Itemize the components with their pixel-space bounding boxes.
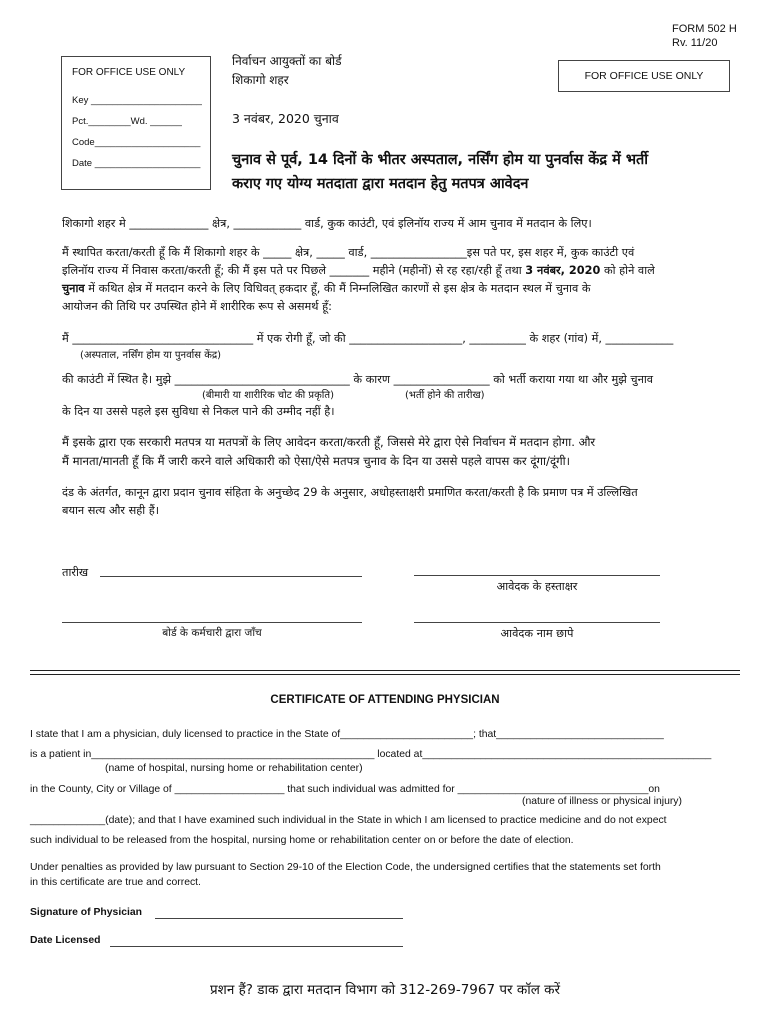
cert-penalty-line2: in this certificate are true and correct.	[30, 877, 201, 888]
applicant-name-label: आवेदक नाम छापे	[500, 627, 574, 640]
date-label: तारीख	[62, 566, 89, 579]
board-line2: शिकागो शहर	[232, 73, 289, 87]
date-line[interactable]	[100, 576, 362, 577]
cert-penalty	[30, 860, 661, 890]
office-code-field[interactable]: Code____________________	[72, 137, 201, 148]
ballot-application	[62, 433, 595, 471]
heading-line1: चुनाव से पूर्व, 14 दिनों के भीतर अस्पताल, नर्सिंग होम या पुनर्वास केंद्र में भर्ती	[232, 152, 649, 168]
ballot-line2: मैं मानता/मानती हूँ कि मैं जारी करने वाले अधिकारी को ऐसा/ऐसे मतपत्र चुनाव के दिन या उससे पहले वापस कर दूंगा/दूंगी।	[62, 454, 571, 468]
office-key-field[interactable]: Key _____________________	[72, 95, 202, 106]
footer-help-line: प्रशन हैं? डाक द्वारा मतदान विभाग को 312-269-7967 पर कॉल करें	[209, 982, 561, 998]
physician-signature-label: Signature of Physician	[30, 907, 143, 918]
certificate-title: CERTIFICATE OF ATTENDING PHYSICIAN	[270, 694, 500, 706]
cert-penalty-line1: Under penalties as provided by law pursuant to Section 29-10 of the Election Code, the undersigned certifies that the statements set forth	[30, 862, 661, 873]
residence-line3	[62, 280, 655, 298]
patient-statement-line1: मैं ________________________________ में एक रोगी हूँ, जो की ____________________, __________ के शहर (गांव) में, ____________	[62, 332, 674, 345]
applicant-signature-line[interactable]	[414, 575, 660, 576]
residence-line3-a: चुनाव	[62, 282, 85, 295]
cert-line3: in the County, City or Village of ___________________ that such individual was admitted for _________________________________on	[30, 784, 660, 795]
board-name	[232, 52, 342, 90]
form-code: FORM 502 H	[672, 23, 737, 35]
applicant-name-line[interactable]	[414, 622, 660, 623]
patient-caption-admit-date: (भर्ती होने की तारीख)	[405, 390, 485, 401]
office-use-box-right	[558, 60, 730, 92]
residence-line1: मैं स्थापित करता/करती हूँ कि मैं शिकागो शहर के _____ क्षेत्र, _____ वार्ड, _________________इस पते पर, इस शहर में, कुक काउंटी एवं	[62, 246, 635, 259]
residence-statement	[62, 244, 655, 316]
residence-line2	[62, 262, 655, 280]
election-date: 3 नवंबर, 2020 चुनाव	[232, 111, 339, 126]
residence-line3-b: में कथित क्षेत्र में मतदान करने के लिए विधिवत् हकदार हूँ, की मैं निम्नलिखित कारणों से इस क्षेत्र के मतदान स्थल में चुनाव के	[84, 282, 591, 295]
office-use-box-left	[61, 56, 211, 190]
form-revision: Rv. 11/20	[672, 37, 718, 49]
board-line1: निर्वाचन आयुक्तों का बोर्ड	[232, 54, 342, 68]
residence-line2-date: 3 नवंबर, 2020	[525, 264, 601, 277]
residence-line4: आयोजन की तिथि पर उपस्थित होने में शारीरिक रूप से असमर्थ हूँ:	[62, 300, 332, 313]
cert-line4: _____________(date); and that I have examined such individual in the State in which I am licensed to practice medicine and do not expect	[30, 815, 667, 826]
date-licensed-label: Date Licensed	[30, 935, 101, 946]
cert-caption-illness: (nature of illness or physical injury)	[522, 796, 682, 807]
ballot-line1: मैं इसके द्वारा एक सरकारी मतपत्र या मतपत्रों के लिए आवेदन करता/करती हूँ, जिससे मेरे द्वारा ऐसे निर्वाचन में मतदान होगा. और	[62, 435, 596, 449]
penalty-line2: बयान सत्य और सही हैं।	[62, 504, 160, 517]
office-box-right-title: FOR OFFICE USE ONLY	[584, 70, 704, 82]
cert-line1: I state that I am a physician, duly licensed to practice in the State of_______________________; that_____________________________	[30, 729, 664, 740]
penalty-line1: दंड के अंतर्गत, कानून द्वारा प्रदान चुनाव संहिता के अनुच्छेद 29 के अनुसार, अधोहस्ताक्षरी प्रमाणित करता/करती है कि प्रमाण पत्र में उल्लिखित	[62, 486, 638, 499]
applicant-signature-label: आवेदक के हस्ताक्षर	[496, 580, 578, 593]
form-id	[672, 22, 737, 50]
office-box-title: FOR OFFICE USE ONLY	[72, 67, 186, 78]
penalty-statement-hindi	[62, 484, 638, 520]
heading-line2: कराए गए योग्य मतदाता द्वारा मतदान हेतु मतपत्र आवेदन	[232, 176, 529, 192]
form-heading	[232, 148, 648, 196]
residence-line2-a: इलिनॉय राज्य में निवास करता/करती हूँ; की मैं इस पते पर पिछले _______ महीने (महीनों) से रह रहा/रही हूँ तथा	[62, 264, 526, 277]
section-divider	[30, 670, 740, 675]
board-check-label: बोर्ड के कर्मचारी द्वारा जाँच	[162, 627, 262, 639]
precinct-statement: शिकागो शहर मे ______________ क्षेत्र, ____________ वार्ड, कुक काउंटी, एवं इलिनॉय राज्य में आम चुनाव में मतदान के लिए।	[62, 217, 592, 230]
patient-caption-illness: (बीमारी या शारीरिक चोट की प्रकृति)	[202, 390, 334, 401]
patient-statement-line3: के दिन या उससे पहले इस सुविधा से निकल पाने की उम्मीद नहीं है।	[62, 405, 335, 418]
cert-caption-facility: (name of hospital, nursing home or rehabilitation center)	[105, 763, 363, 774]
cert-line2: is a patient in_________________________________________________ located at__________________________________________________	[30, 749, 712, 760]
patient-caption-facility: (अस्पताल, नर्सिंग होम या पुनर्वास केंद्र)	[80, 350, 222, 361]
office-pct-wd-field[interactable]: Pct.________Wd. ______	[72, 116, 182, 127]
office-date-field[interactable]: Date ____________________	[72, 158, 201, 169]
patient-statement-line2: की काउंटी में स्थित है। मुझे _______________________________ के कारण _________________ को भर्ती कराया गया था और मुझे चुनाव	[62, 373, 654, 386]
board-check-line[interactable]	[62, 622, 362, 623]
date-licensed-line[interactable]	[110, 946, 403, 947]
physician-signature-line[interactable]	[155, 918, 403, 919]
residence-line2-c: को होने वाले	[600, 264, 655, 277]
cert-line5: such individual to be released from the hospital, nursing home or rehabilitation center on or before the date of election.	[30, 835, 574, 846]
